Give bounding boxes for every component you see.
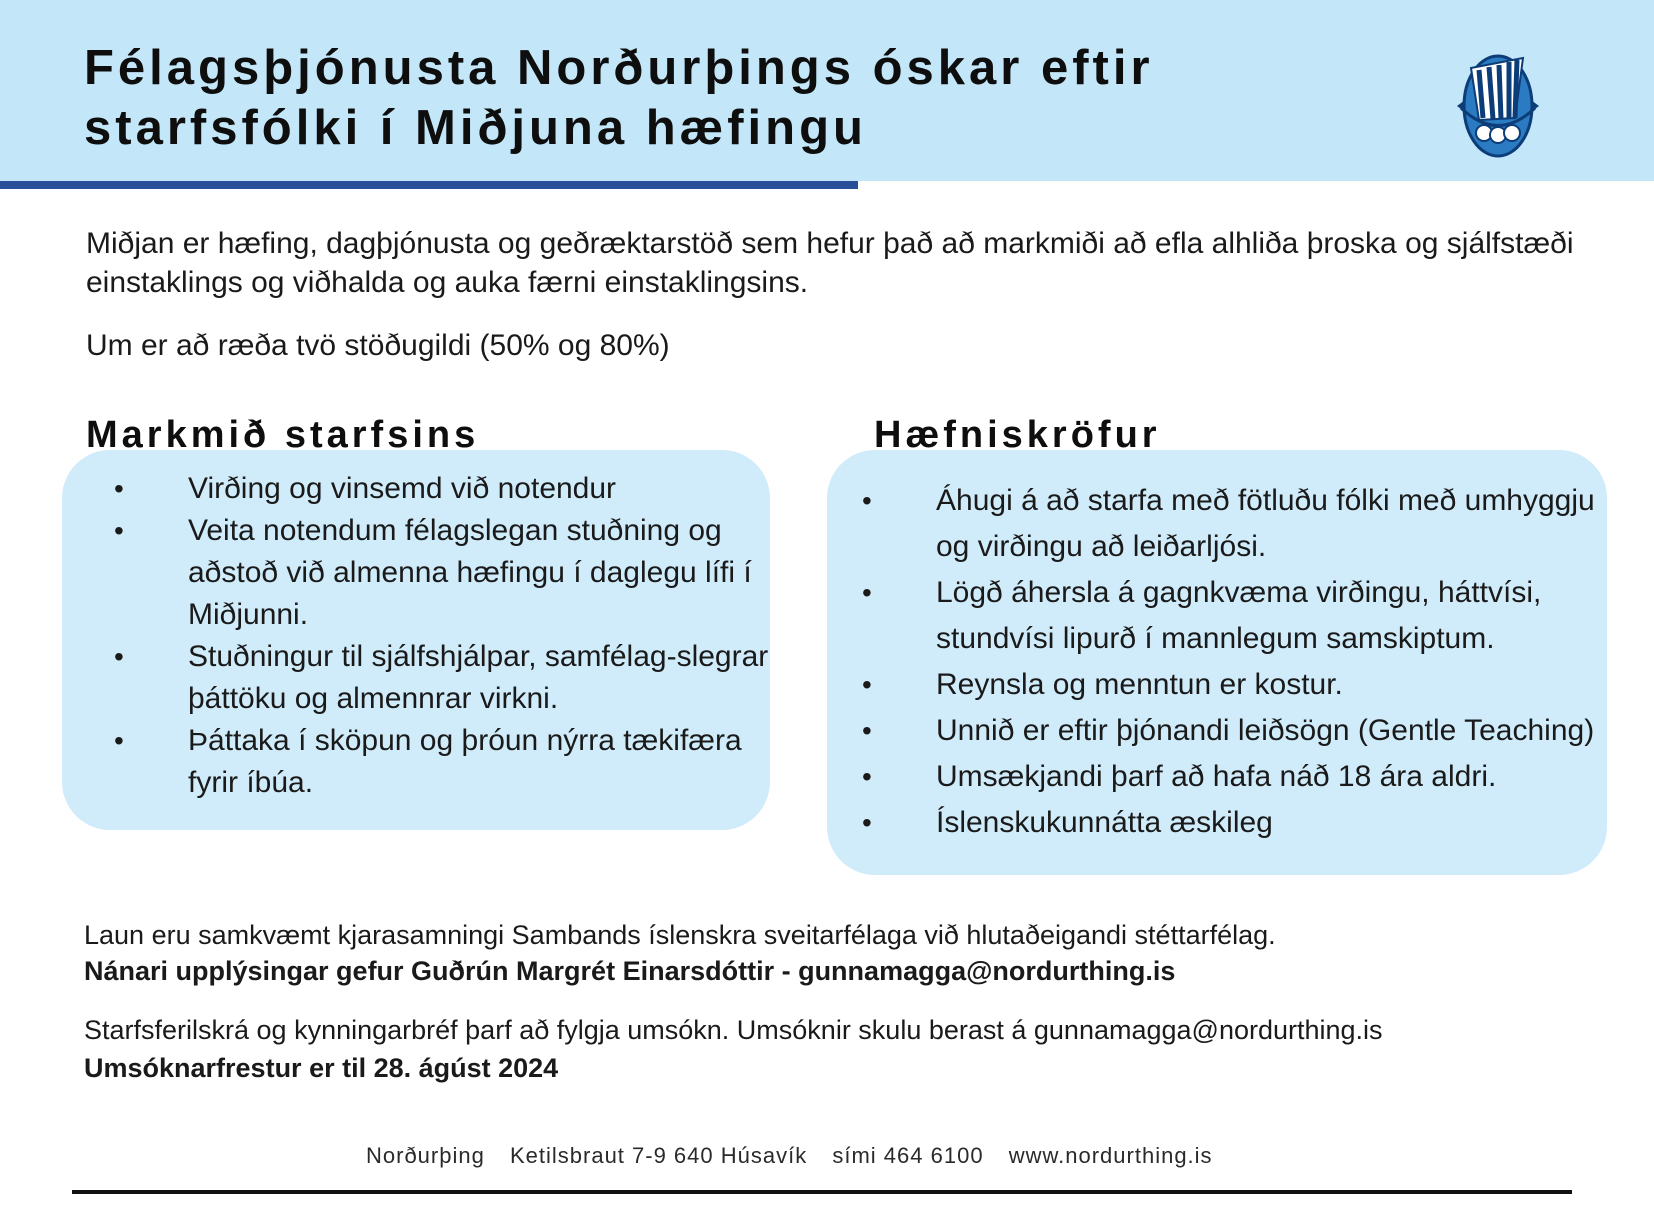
- list-item: [858, 754, 1618, 800]
- list-item-text: Stuðningur til sjálfshjálpar, samfélag-slegrar þáttöku og almennrar virkni.: [188, 640, 769, 715]
- list-item: [110, 636, 770, 720]
- bullet: •: [862, 715, 872, 746]
- goals-list: [110, 468, 770, 804]
- list-item: [858, 708, 1618, 754]
- positions-paragraph: Um er að ræða tvö stöðugildi (50% og 80%): [86, 329, 670, 362]
- footer-org: Norðurþing: [366, 1143, 485, 1168]
- title-line-2: starfsfólki í Miðjuna hæfingu: [84, 101, 867, 155]
- requirements-heading: Hæfniskröfur: [874, 414, 1161, 456]
- list-item-text: Íslenskukunnátta æskileg: [936, 806, 1273, 839]
- list-item: [858, 478, 1618, 570]
- bullet: •: [114, 515, 124, 546]
- bullet: •: [862, 577, 872, 608]
- bullet: •: [862, 807, 872, 838]
- bullet: •: [862, 761, 872, 792]
- bullet: •: [862, 485, 872, 516]
- contact-text: Nánari upplýsingar gefur Guðrún Margrét Einarsdóttir - gunnamagga@nordurthing.is: [84, 956, 1176, 986]
- list-item-text: Unnið er eftir þjónandi leiðsögn (Gentle Teaching): [936, 714, 1595, 747]
- page-title: [84, 38, 1384, 158]
- bullet: •: [862, 669, 872, 700]
- salary-text: Laun eru samkvæmt kjarasamningi Sambands íslenskra sveitarfélaga við hlutaðeigandi stéttarfélag.: [84, 920, 1276, 950]
- footer-divider: [72, 1190, 1572, 1194]
- goals-heading: Markmið starfsins: [86, 414, 480, 456]
- list-item-text: Þáttaka í sköpun og þróun nýrra tækifæra fyrir íbúa.: [188, 724, 742, 799]
- nordurthing-crest-icon: [1453, 48, 1543, 163]
- list-item-text: Áhugi á að starfa með fötluðu fólki með umhyggju og virðingu að leiðarljósi.: [936, 484, 1595, 563]
- footer-phone: sími 464 6100: [832, 1143, 984, 1168]
- list-item-text: Lögð áhersla á gagnkvæma virðingu, háttvísi, stundvísi lipurð í mannlegum samskiptum.: [936, 576, 1542, 655]
- footer-address: Ketilsbraut 7-9 640 Húsavík: [509, 1143, 808, 1168]
- bullet: •: [114, 473, 124, 504]
- header-accent-bar: [0, 181, 858, 189]
- list-item-text: Reynsla og menntun er kostur.: [936, 668, 1343, 701]
- application-text: Starfsferilskrá og kynningarbréf þarf að fylgja umsókn. Umsóknir skulu berast á gunnamagga@nordurthing.is: [84, 1015, 1383, 1045]
- footer: [366, 1143, 1231, 1169]
- bullet: •: [114, 641, 124, 672]
- footer-website[interactable]: www.nordurthing.is: [1008, 1143, 1213, 1168]
- list-item: [858, 662, 1618, 708]
- list-item-text: Virðing og vinsemd við notendur: [188, 472, 617, 505]
- deadline-text: Umsóknarfrestur er til 28. ágúst 2024: [84, 1053, 559, 1083]
- requirements-list: [858, 478, 1618, 846]
- title-line-1: Félagsþjónusta Norðurþings óskar eftir: [84, 41, 1154, 95]
- list-item-text: Umsækjandi þarf að hafa náð 18 ára aldri.: [936, 760, 1497, 793]
- intro-paragraph: Miðjan er hæfing, dagþjónusta og geðræktarstöð sem hefur það að markmiði að efla alhliða þroska og sjálfstæði einstaklings og viðhalda og auka færni einstaklingsins.: [86, 227, 1574, 299]
- list-item-text: Veita notendum félagslegan stuðning og aðstoð við almenna hæfingu í daglegu lífi í Miðjunni.: [188, 514, 752, 631]
- list-item: [110, 468, 770, 510]
- list-item: [110, 720, 770, 804]
- list-item: [858, 800, 1618, 846]
- list-item: [110, 510, 770, 636]
- list-item: [858, 570, 1618, 662]
- bullet: •: [114, 725, 124, 756]
- header-band: [0, 0, 1654, 181]
